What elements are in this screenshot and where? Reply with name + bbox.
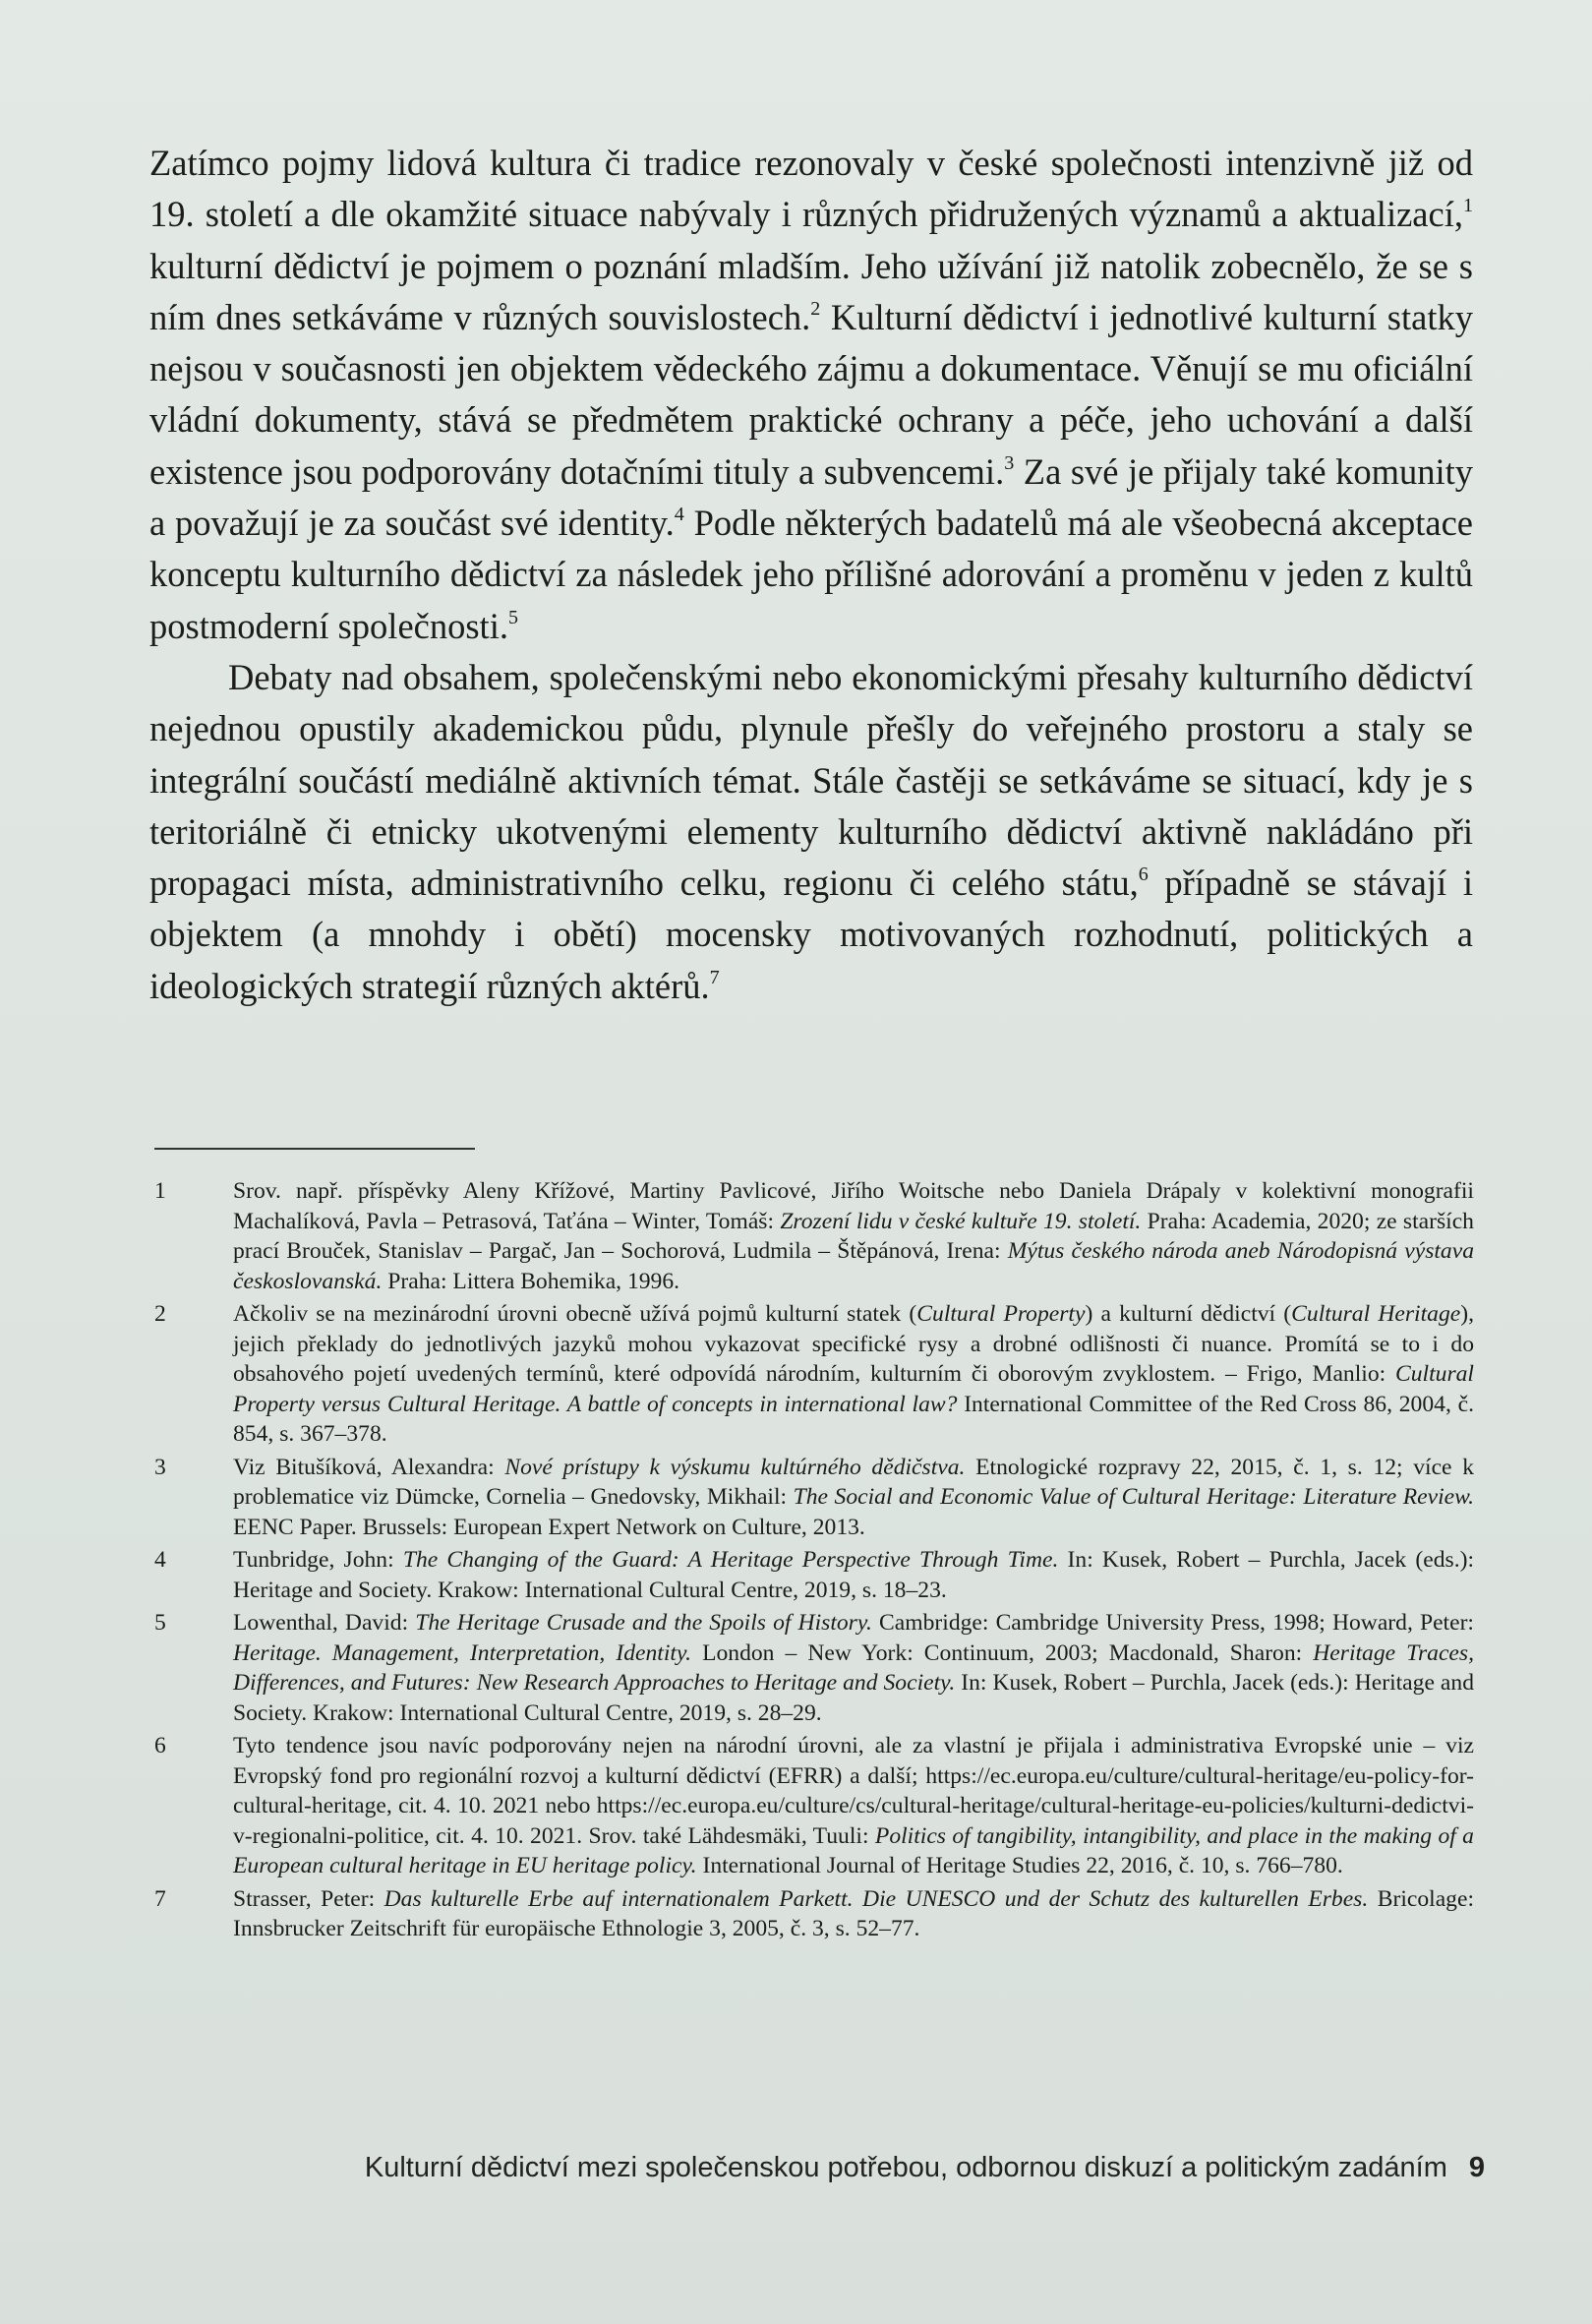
footnote-6 xyxy=(154,1731,1474,1881)
footnote-number: 5 xyxy=(154,1610,166,1636)
footnote-reference[interactable]: 5 xyxy=(507,606,518,628)
footnote-text: Ačkoliv se na mezinárodní úrovni obecně užívá pojmů kulturní statek (Cultural Property) a kulturní dědictví (Cultural Heritage), jejich překlady do jednotlivých jazyků mohou vykazovat specifické rysy a drobné odlišnosti či nuance. Promítá se to i do obsahového pojetí uvedených termínů, které odpovídá národním, kulturním či oborovým zvyklostem. – Frigo, Manlio: Cultural Property versus Cultural Heritage. A battle of concepts in international law? International Committee of the Red Cross 86, 2004, č. 854, s. 367–378. xyxy=(233,1301,1474,1447)
italic-title: Cultural Heritage xyxy=(1291,1301,1461,1327)
paragraph-1: Zatímco pojmy lidová kultura či tradice rezonovaly v české společnosti intenzivně již od 19. století a dle okamžité situace nabývaly i různých přidružených významů a aktualizací,$^1$ kulturní dědictví je pojmem o poznání mladším. Jeho užívání již natolik zobecnělo, že se s ním dnes setkáváme v různých souvislostech.$^2$ Kulturní dědictví i jednotlivé kulturní statky nejsou v současnosti jen objektem vědeckého zájmu a dokumentace. Věnují se mu oficiální vládní dokumenty, stává se předmětem praktické ochrany a péče, jeho uchování a další existence jsou podporovány dotačními tituly a subvencemi.$^3$ Za své je přijaly také komunity a považují je za součást své identity.$^4$ Podle některých badatelů má ale všeobecná akceptace konceptu kulturního dědictví za následek jeho přílišné adorování a proměnu v jeden z kultů postmoderní společnosti.$^5$ xyxy=(149,143,1474,646)
footnote-text: Srov. např. příspěvky Aleny Křížové, Martiny Pavlicové, Jiřího Woitsche nebo Daniela Drápaly v kolektivní monografii Machalíková, Pavla – Petrasová, Taťána – Winter, Tomáš: Zrození lidu v české kultuře 19. století. Praha: Academia, 2020; ze starších prací Brouček, Stanislav – Pargač, Jan – Sochorová, Ludmila – Štěpánová, Irena: Mýtus českého národa aneb Národopisná výstava českoslovanská. Praha: Littera Bohemika, 1996. xyxy=(233,1178,1474,1294)
footnote-number: 2 xyxy=(154,1301,166,1327)
running-footer xyxy=(216,2152,1485,2184)
footnotes xyxy=(154,1176,1474,1947)
footnote-number: 4 xyxy=(154,1547,166,1573)
footnote-text: Viz Bitušíková, Alexandra: Nové prístupy k výskumu kultúrného dědičstva. Etnologické rozpravy 22, 2015, č. 1, s. 12; více k problematice viz Dümcke, Cornelia – Gnedovsky, Mikhail: The Social and Economic Value of Cultural Heritage: Literature Review. EENC Paper. Brussels: European Expert Network on Culture, 2013. xyxy=(233,1454,1474,1540)
italic-title: Politics of tangibility, intangibility, and place in the making of a European cultural heritage in EU heritage policy. xyxy=(233,1822,1474,1878)
footnote-number: 6 xyxy=(154,1733,166,1758)
italic-title: Das kulturelle Erbe auf internationalem Parkett. Die UNESCO und der Schutz des kulturellen Erbes. xyxy=(383,1885,1369,1912)
italic-title: Nové prístupy k výskumu kultúrného dědičstva. xyxy=(504,1454,966,1480)
footnote-text: Tyto tendence jsou navíc podporovány nejen na národní úrovni, ale za vlastní je přijala i administrativa Evropské unie – viz Evropský fond pro regionální rozvoj a kulturní dědictví (EFRR) a další; https://ec.europa.​eu/culture/cultural-heritage/eu-policy-for-cultural-heritage, cit. 4. 10. 2021 nebo https://ec.europa.eu/culture/cs/cultural-heritage/cultural-heritage-eu-policies/kulturni-dedictvi-v-regionalni-politice, cit. 4. 10. 2021. Srov. také Lähdesmäki, Tuuli: Politics of tangibility, intangibility, and place in the making of a European cultural heritage in EU heritage policy. International Journal of Heritage Studies 22, 2016, č. 10, s. 766–780. xyxy=(233,1733,1474,1878)
footnote-text: Strasser, Peter: Das kulturelle Erbe auf internationalem Parkett. Die UNESCO und der Schutz des kulturellen Erbes. Bricolage: Innsbrucker Zeitschrift für europäische Ethnologie 3, 2005, č. 3, s. 52–77. xyxy=(233,1885,1474,1941)
italic-title: The Heritage Crusade and the Spoils of History. xyxy=(415,1610,872,1636)
footnote-number: 1 xyxy=(154,1178,166,1204)
italic-title: Cultural Property xyxy=(916,1301,1086,1327)
paragraph-2: Debaty nad obsahem, společenskými nebo ekonomickými přesahy kulturního dědictví nejednou opustily akademickou půdu, plynule přešly do veřejného prostoru a staly se integrální součástí mediálně aktivních témat. Stále častěji se setkáváme se situací, kdy je s teritoriálně či etnicky ukotvenými elementy kulturního dědictví aktivně nakládáno při propagaci místa, administrativního celku, regionu či celého státu,$^6$ případně se stávají i objektem (a mnohdy i obětí) mocensky motivovaných rozhodnutí, politických a ideologických strategií různých aktérů.$^7$ xyxy=(149,656,1473,1006)
running-title: Kulturní dědictví mezi společenskou potřebou, odbornou diskuzí a politickým zadáním xyxy=(364,2152,1447,2183)
footnote-reference[interactable]: 1 xyxy=(1462,195,1473,217)
italic-title: Heritage. Management, Interpretation, Identity. xyxy=(233,1639,692,1666)
footnote-1 xyxy=(154,1176,1474,1296)
footnote-reference[interactable]: 6 xyxy=(1138,864,1149,886)
footnote-reference[interactable]: 2 xyxy=(810,297,821,320)
page-number: 9 xyxy=(1468,2152,1485,2183)
footnote-4 xyxy=(154,1545,1474,1605)
italic-title: Mýtus českého národa aneb Národopisná výstava českoslovanská. xyxy=(233,1238,1474,1294)
footnote-number: 7 xyxy=(154,1885,166,1912)
footnote-reference[interactable]: 4 xyxy=(674,504,684,526)
italic-title: Heritage Traces, Differences, and Futures: New Research Approaches to Heritage and Society. xyxy=(233,1639,1474,1696)
footnote-number: 3 xyxy=(154,1454,166,1480)
footnote-5 xyxy=(154,1608,1474,1728)
footnote-3 xyxy=(154,1453,1474,1543)
footnote-separator xyxy=(154,1148,475,1150)
footnote-2 xyxy=(154,1299,1474,1450)
footnote-text: Tunbridge, John: The Changing of the Guard: A Heritage Perspective Through Time. In: Kusek, Robert – Purchla, Jacek (eds.): Heritage and Society. Krakow: International Cultural Centre, 2019, s. 18–23. xyxy=(233,1547,1474,1603)
footnote-text: Lowenthal, David: The Heritage Crusade and the Spoils of History. Cambridge: Cambridge University Press, 1998; Howard, Peter: Heritage. Management, Interpretation, Identity. London – New York: Continuum, 2003; Macdonald, Sharon: Heritage Traces, Differences, and Futures: New Research Approaches to Heritage and Society. In: Kusek, Robert – Purchla, Jacek (eds.): Heritage and Society. Krakow: International Cultural Centre, 2019, s. 28–29. xyxy=(233,1610,1475,1726)
italic-title: The Social and Economic Value of Cultural Heritage: Literature Review. xyxy=(793,1484,1474,1510)
footnote-reference[interactable]: 3 xyxy=(1004,451,1015,474)
footnote-7 xyxy=(154,1884,1474,1944)
italic-title: Cultural Property versus Cultural Heritage. A battle of concepts in international law? xyxy=(233,1361,1474,1417)
body-text xyxy=(149,138,1473,1012)
italic-title: Zrození lidu v české kultuře 19. století. xyxy=(780,1208,1142,1234)
footnote-reference[interactable]: 7 xyxy=(709,966,720,988)
italic-title: The Changing of the Guard: A Heritage Perspective Through Time. xyxy=(402,1547,1059,1573)
